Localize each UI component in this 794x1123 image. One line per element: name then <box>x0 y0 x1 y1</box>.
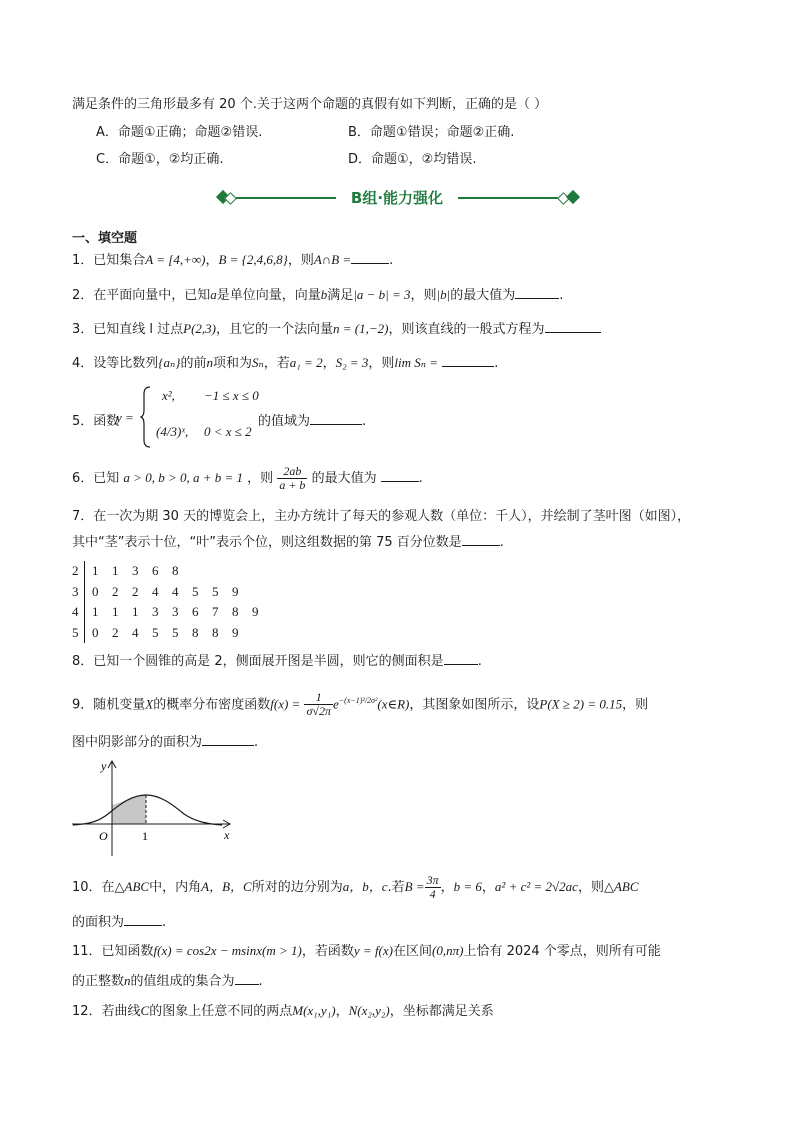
leaf-value: 5 <box>152 624 159 640</box>
q6-numerator: 2ab <box>277 465 307 479</box>
q1-set-b: B = {2,4,6,8} <box>218 252 288 267</box>
q10-b-angle: B = <box>404 879 425 894</box>
q10-numerator: 3π <box>426 873 439 887</box>
brace-icon <box>140 386 152 448</box>
q10-comma: ， <box>440 880 454 895</box>
option-c: C．命题①，②均正确. <box>96 152 224 167</box>
leaf-value: 2 <box>112 624 119 640</box>
q12-text3: ，坐标都满足关系 <box>389 1004 494 1019</box>
q5-case1-range: −1 ≤ x ≤ 0 <box>204 388 259 403</box>
question-11 <box>72 942 661 961</box>
q2-norm-b: |b| <box>436 287 451 302</box>
q4-text3: 项和为 <box>212 356 252 371</box>
answer-blank[interactable] <box>202 733 254 746</box>
q5-case1: x², <box>162 388 175 403</box>
q3-normal: n = (1,−2) <box>333 321 389 336</box>
question-1 <box>72 251 393 270</box>
q9-probability: P(X ≥ 2) = 0.15 <box>539 696 623 712</box>
q9-text: 9．随机变量 <box>72 697 146 713</box>
banner-title: B组·能力强化 <box>350 189 444 207</box>
q5-period: . <box>362 414 367 429</box>
leaf-group <box>92 582 252 603</box>
y-axis-label: y <box>101 759 107 773</box>
q4-text4: ，若 <box>263 356 290 371</box>
section-title: 一、填空题 <box>72 231 138 246</box>
leaf-value: 4 <box>152 583 159 599</box>
q10-text3: 所对的边分别为 <box>251 880 343 895</box>
x-axis-label: x <box>224 828 230 842</box>
stem-value: 2 <box>72 563 79 578</box>
question-3 <box>72 320 601 339</box>
stem-row <box>72 623 239 644</box>
q11-interval: (0,nπ) <box>432 943 464 958</box>
leaf-value: 8 <box>192 624 199 640</box>
option-b: B．命题①错误；命题②正确. <box>348 125 515 140</box>
q2-text: 2．在平面向量中，已知 <box>72 288 211 303</box>
question-9 <box>72 686 648 720</box>
q11-text6: 的值组成的集合为 <box>130 974 235 989</box>
q10-triangle2: △ABC <box>603 879 639 894</box>
density-curve <box>73 795 222 825</box>
q6-text3: 的最大值为 <box>311 471 377 486</box>
leaf-value: 4 <box>132 624 139 640</box>
q3-point: P(2,3) <box>183 321 217 336</box>
q11-function: f(x) = cos2x − msinx(m > 1) <box>153 943 302 958</box>
answer-blank[interactable] <box>545 320 601 333</box>
q11-y: y = f(x) <box>353 943 393 958</box>
stem-value: 4 <box>72 604 79 619</box>
question-11-line-2 <box>72 972 263 991</box>
q9-text2: 的概率分布密度函数 <box>153 697 271 713</box>
q6-period: . <box>418 471 423 486</box>
banner-line-right <box>458 197 558 199</box>
q11-period: . <box>258 974 263 989</box>
answer-blank[interactable] <box>351 251 389 264</box>
q10-triangle: △ABC <box>114 879 150 894</box>
answer-blank[interactable] <box>124 913 162 926</box>
q9-fx: f(x) = <box>270 696 301 712</box>
question-2 <box>72 286 563 305</box>
q12-text2: 的图象上任意不同的两点 <box>149 1004 293 1019</box>
q5-text: 5．函数 <box>72 414 120 429</box>
leaf-value: 1 <box>132 604 139 619</box>
stem-separator <box>84 582 85 603</box>
q4-seq: {aₙ} <box>158 355 181 370</box>
q9-domain: (x∈R) <box>377 696 410 712</box>
origin-label: O <box>99 829 108 843</box>
q10-sides: a，b，c <box>342 879 388 894</box>
stem-value: 3 <box>72 583 79 599</box>
q12-text: 12．若曲线 <box>72 1004 141 1019</box>
leaf-value: 3 <box>172 604 179 619</box>
question-5 <box>72 384 472 448</box>
q4-text: 4．设等比数列 <box>72 356 159 371</box>
leaf-value: 5 <box>192 583 199 599</box>
q11-text2: ，若函数 <box>301 944 354 959</box>
stem-row <box>72 582 239 603</box>
option-d: D．命题①，②均错误. <box>348 152 477 167</box>
q5-case2-range: 0 < x ≤ 2 <box>204 424 252 439</box>
q10-b-value: b = 6 <box>453 879 482 894</box>
leaf-group <box>92 602 272 623</box>
q2-condition: |a − b| = 3 <box>353 287 411 302</box>
q11-n: n <box>124 973 131 988</box>
leaf-value: 0 <box>92 624 99 640</box>
q9-text5: 图中阴影部分的面积为 <box>72 735 203 750</box>
leaf-group <box>92 623 252 644</box>
q4-limit: lim Sₙ = <box>394 355 439 370</box>
stem-row <box>72 561 179 582</box>
q10-fraction <box>425 874 441 901</box>
q2-vec-b: b <box>320 287 328 302</box>
q10-text5: ，则 <box>577 880 604 895</box>
leaf-value: 8 <box>172 563 179 578</box>
q11-text4: 上恰有 2024 个零点，则所有可能 <box>463 944 661 959</box>
q12-point-m: M(x₁,y₁) <box>292 1003 336 1018</box>
q4-comma: ， <box>322 356 336 371</box>
stem-row <box>72 602 259 623</box>
q5-case2: (4/3)ˣ, <box>156 424 189 439</box>
q5-y: y = <box>116 410 134 425</box>
answer-blank[interactable] <box>310 412 362 425</box>
q4-text2: 的前 <box>180 356 207 371</box>
q12-curve: C <box>140 1003 150 1018</box>
leaf-value: 8 <box>232 604 239 619</box>
q8-text: 8．已知一个圆锥的高是 2，侧面展开图是半圆，则它的侧面积是 <box>72 654 444 669</box>
normal-curve-graph <box>68 758 240 862</box>
answer-blank[interactable] <box>381 469 419 482</box>
q9-x: X <box>145 696 154 712</box>
question-12 <box>72 1002 494 1021</box>
answer-blank[interactable] <box>442 354 494 367</box>
q3-text3: ，则该直线的一般式方程为 <box>388 322 545 337</box>
leaf-group <box>92 561 192 582</box>
option-a: A．命题①正确；命题②错误. <box>96 125 263 140</box>
leaf-value: 1 <box>92 604 99 619</box>
q4-text5: ，则 <box>368 356 395 371</box>
q6-fraction <box>277 465 307 492</box>
q10-relation: a² + c² = 2√2ac <box>494 879 578 894</box>
leaf-value: 6 <box>152 563 159 578</box>
q10-angles: A，B，C <box>201 879 252 894</box>
tick-label: 1 <box>142 829 148 843</box>
q3-text2: ，且它的一个法向量 <box>216 322 334 337</box>
q10-period: . <box>162 915 167 930</box>
leaf-value: 5 <box>172 624 179 640</box>
q2-text2: 是单位向量，向量 <box>216 288 321 303</box>
q7-period: . <box>499 535 504 550</box>
q12-point-n: N(x₂,y₂) <box>348 1003 390 1018</box>
q4-n: n <box>206 355 213 370</box>
leaf-value: 1 <box>92 563 99 578</box>
leaf-value: 2 <box>112 583 119 599</box>
q6-text: 6．已知 <box>72 471 120 486</box>
q4-s2: S₂ = 3 <box>335 355 369 370</box>
answer-blank[interactable] <box>515 286 559 299</box>
leaf-value: 4 <box>172 583 179 599</box>
q2-vec-a: a <box>210 287 217 302</box>
leaf-value: 5 <box>212 583 219 599</box>
q4-a1: a₁ = 2 <box>289 355 323 370</box>
stem-value: 5 <box>72 624 79 640</box>
q2-period: . <box>559 288 564 303</box>
q6-denominator: a + b <box>279 478 306 492</box>
q4-period: . <box>494 356 499 371</box>
intro-line: 满足条件的三角形最多有 20 个.关于这两个命题的真假有如下判断，正确的是（ ） <box>72 97 548 112</box>
q9-period: . <box>254 735 259 750</box>
q10-text4: .若 <box>387 880 405 895</box>
q11-text5: 的正整数 <box>72 974 125 989</box>
stem-leaf-plot <box>72 561 259 643</box>
q10-denominator: 4 <box>429 887 436 901</box>
stem-separator <box>84 602 85 623</box>
leaf-value: 6 <box>192 604 199 619</box>
q3-text: 3．已知直线 l 过点 <box>72 322 184 337</box>
q6-condition: a > 0, b > 0, a + b = 1 <box>123 470 244 485</box>
q10-text: 10．在 <box>72 880 115 895</box>
question-7-line-1: 7．在一次为期 30 天的博览会上，主办方统计了每天的参观人数（单位：千人），并绘制了茎叶图（如图）， <box>72 509 691 524</box>
stem-separator <box>84 561 85 582</box>
leaf-value: 0 <box>92 583 99 599</box>
q2-text5: 的最大值为 <box>450 288 516 303</box>
q5-tail <box>258 410 366 429</box>
leaf-value: 3 <box>152 604 159 619</box>
q2-text4: ，则 <box>410 288 437 303</box>
section-banner <box>214 186 580 210</box>
leaf-value: 9 <box>232 583 239 599</box>
q6-text2: ，则 <box>247 471 274 486</box>
question-9-line-2 <box>72 733 258 752</box>
answer-blank[interactable] <box>444 652 478 665</box>
q9-text4: ，则 <box>622 697 649 713</box>
question-6 <box>72 463 423 494</box>
answer-blank[interactable] <box>235 972 259 985</box>
q2-text3: 满足 <box>327 288 354 303</box>
q5-text2: 的值域为 <box>258 414 311 429</box>
leaf-value: 2 <box>132 583 139 599</box>
q1-text2: ，则 <box>287 253 314 268</box>
q12-comma: ， <box>335 1004 349 1019</box>
question-4 <box>72 354 498 373</box>
q9-denominator: σ√2π <box>306 704 331 719</box>
q4-sn: Sₙ <box>251 355 264 370</box>
question-10-line-2 <box>72 913 166 932</box>
question-8 <box>72 652 482 671</box>
q10-comma2: ， <box>481 880 495 895</box>
q11-text3: 在区间 <box>393 944 433 959</box>
question-7-line-2 <box>72 533 504 552</box>
leaf-value: 1 <box>112 563 119 578</box>
q7-text: 其中“茎”表示十位，“叶”表示个位，则这组数据的第 75 百分位数是 <box>72 535 462 550</box>
q10-text6: 的面积为 <box>72 915 125 930</box>
leaf-value: 3 <box>132 563 139 578</box>
q9-text3: ，其图象如图所示，设 <box>409 697 540 713</box>
q1-set-a: A = [4,+∞) <box>145 252 206 267</box>
leaf-value: 1 <box>112 604 119 619</box>
question-10 <box>72 872 639 903</box>
q9-e: e <box>332 696 339 712</box>
q1-comma: ， <box>205 253 219 268</box>
q9-exponent: −(x−1)²/2σ² <box>338 696 378 705</box>
leaf-value: 9 <box>252 604 259 619</box>
stem-separator <box>84 623 85 644</box>
leaf-value: 9 <box>232 624 239 640</box>
q9-fraction <box>304 691 333 718</box>
leaf-value: 7 <box>212 604 219 619</box>
leaf-value: 8 <box>212 624 219 640</box>
q10-text2: 中，内角 <box>149 880 202 895</box>
q11-text: 11．已知函数 <box>72 944 154 959</box>
q9-numerator: 1 <box>304 691 333 705</box>
q1-period: . <box>389 253 394 268</box>
answer-blank[interactable] <box>462 533 500 546</box>
q8-period: . <box>477 654 482 669</box>
q1-intersection: A∩B = <box>313 252 352 267</box>
q1-text: 1．已知集合 <box>72 253 146 268</box>
